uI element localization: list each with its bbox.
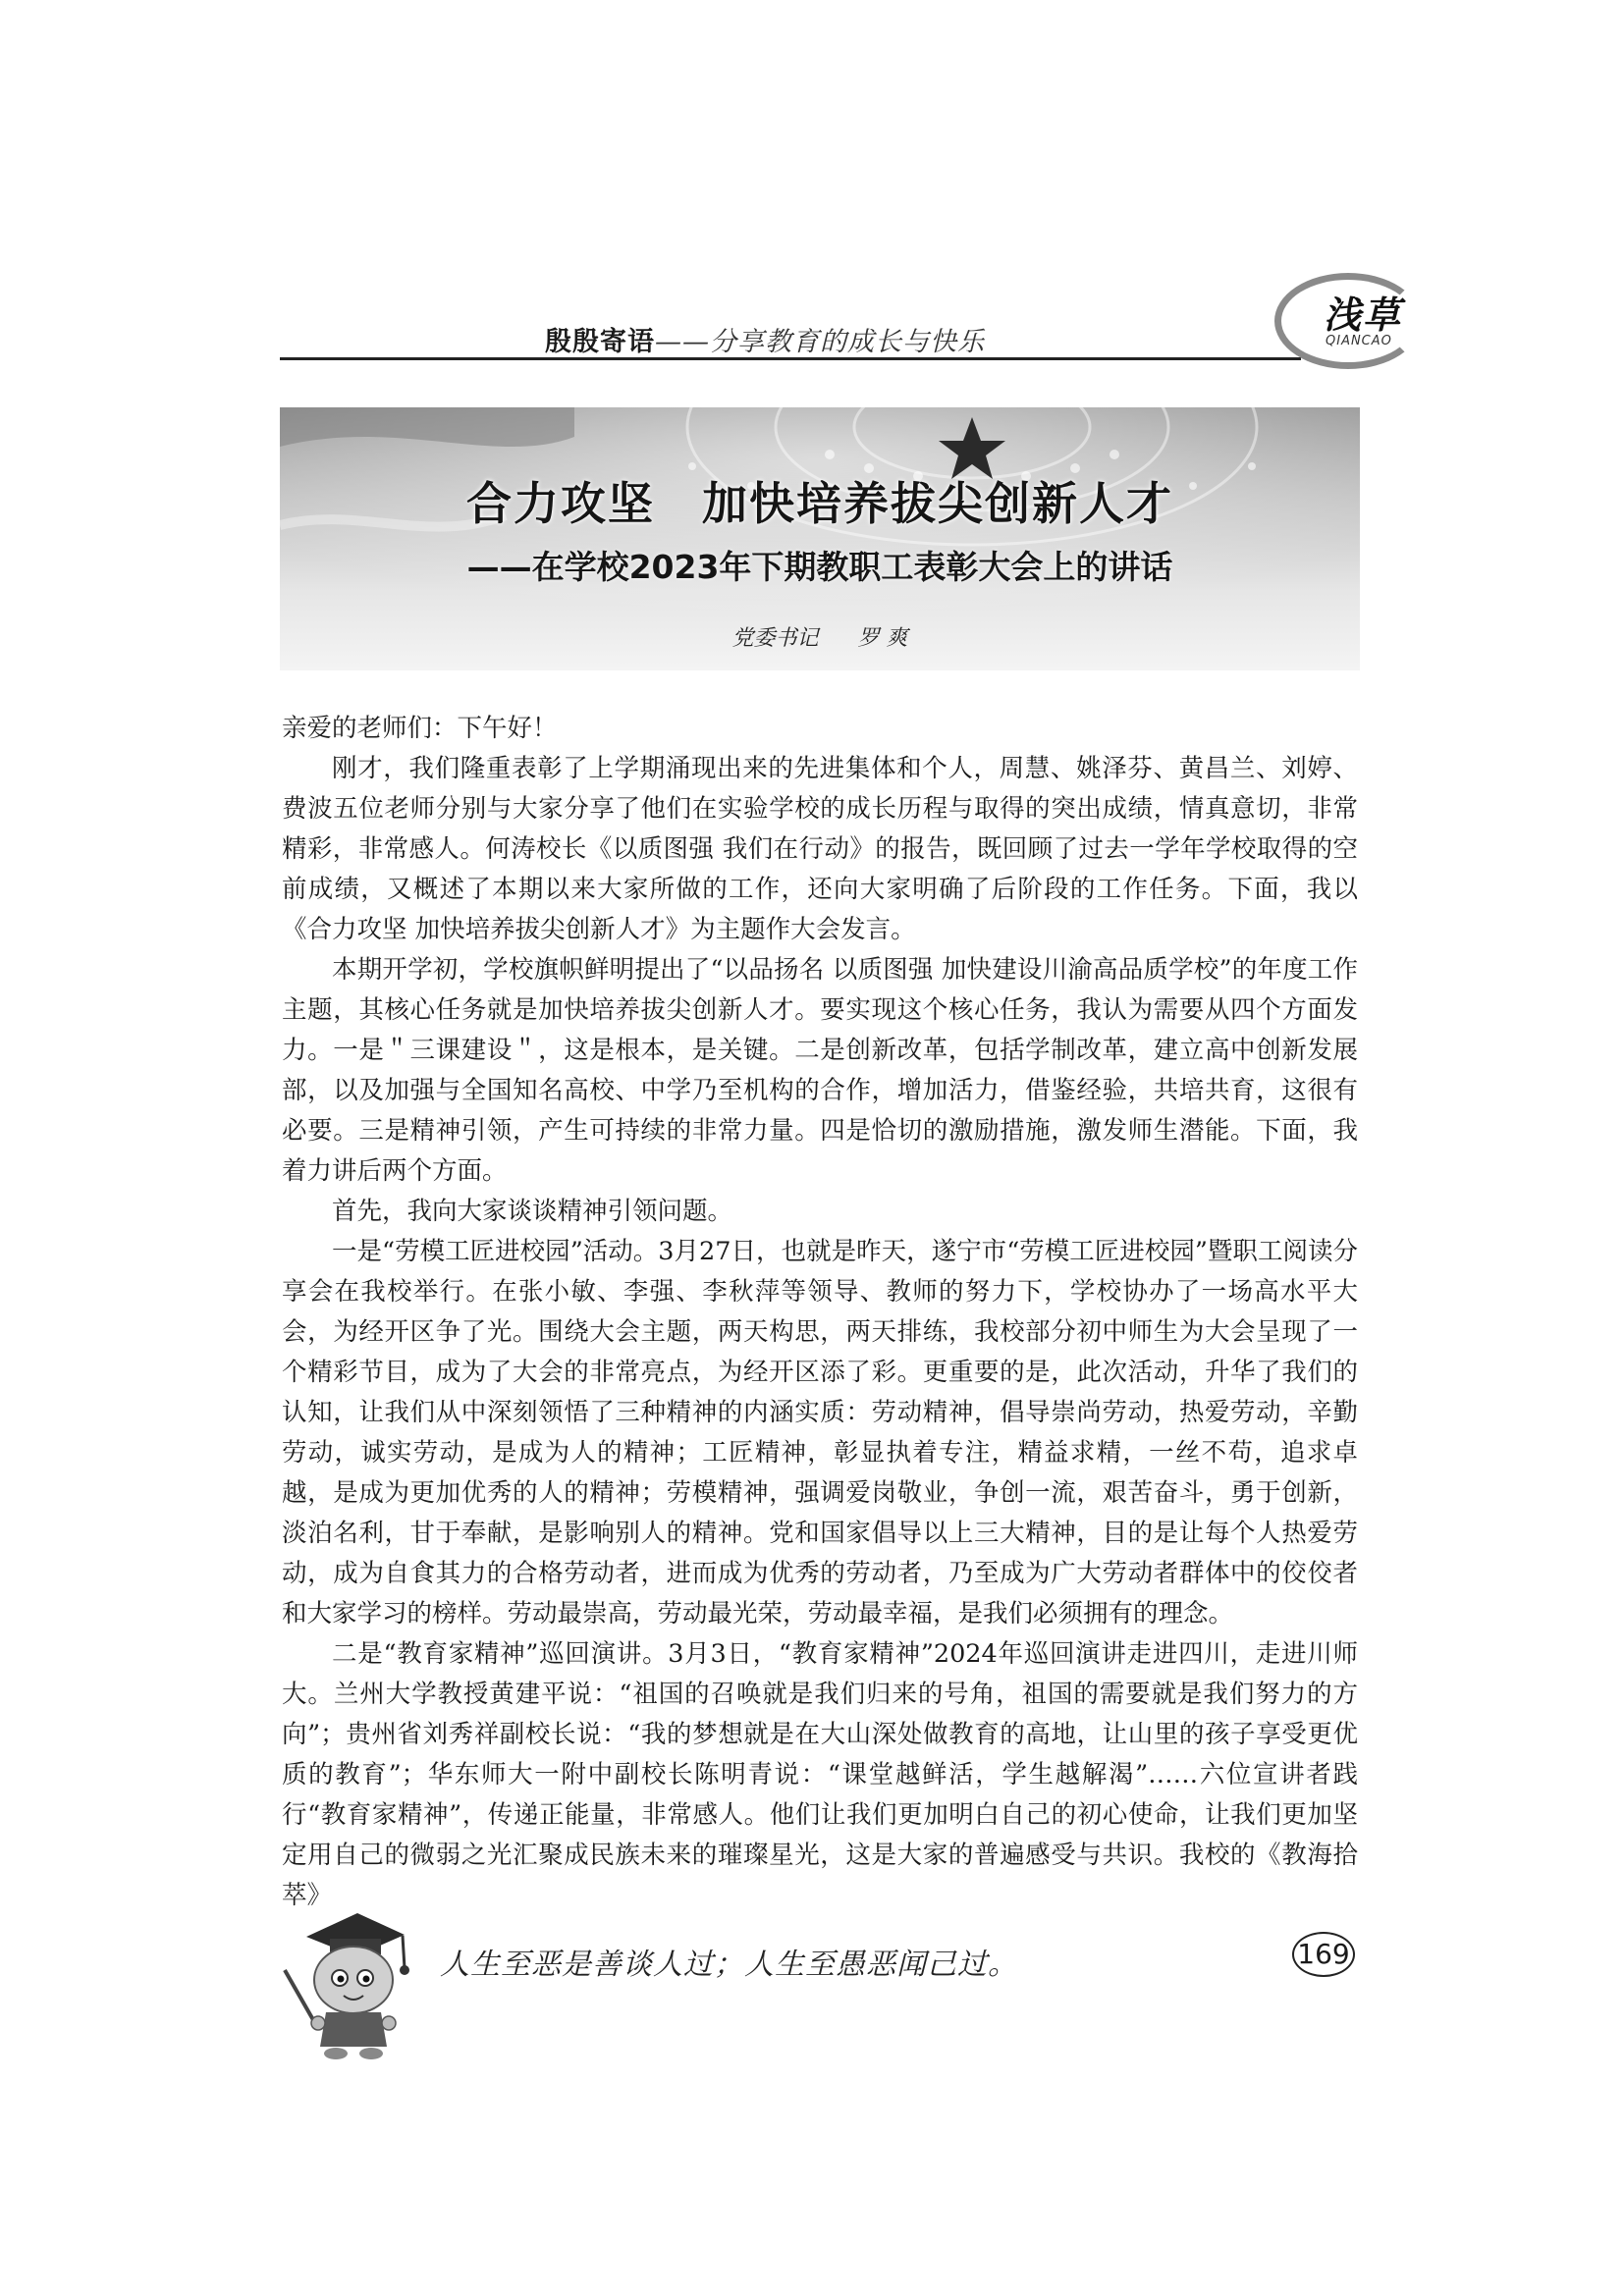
article-body	[282, 709, 1358, 1916]
paragraph: 刚才，我们隆重表彰了上学期涌现出来的先进集体和个人，周慧、姚泽芬、黄昌兰、刘婷、费波五位老师分别与大家分享了他们在实验学校的成长历程与取得的突出成绩，情真意切，非常精彩，非常感人。何涛校长《以质图强 我们在行动》的报告，既回顾了过去一学年学校取得的空前成绩，又概述了本期以来大家所做的工作，还向大家明确了后阶段的工作任务。下面，我以《合力攻坚 加快培养拔尖创新人才》为主题作大会发言。	[282, 754, 1358, 944]
article-title: 合力攻坚 加快培养拔尖创新人才	[466, 477, 1173, 530]
header-column-name: 殷殷寄语	[545, 327, 655, 357]
header-rule	[280, 357, 1301, 360]
footer-quote: 人生至恶是善谈人过；人生至愚恶闻己过。	[440, 1948, 1018, 1982]
paragraph: 一是“劳模工匠进校园”活动。3月27日，也就是昨天，遂宁市“劳模工匠进校园”暨职工阅读分享会在我校举行。在张小敏、李强、李秋萍等领导、教师的努力下，学校协办了一场高水平大会，为经开区争了光。围绕大会主题，两天构思，两天排练，我校部分初中师生为大会呈现了一个精彩节目，成为了大会的非常亮点，为经开区添了彩。更重要的是，此次活动，升华了我们的认知，让我们从中深刻领悟了三种精神的内涵实质：劳动精神，倡导崇尚劳动，热爱劳动，辛勤劳动，诚实劳动，是成为人的精神；工匠精神，彰显执着专注，精益求精，一丝不苟，追求卓越，是成为更加优秀的人的精神；劳模精神，强调爱岗敬业，争创一流，艰苦奋斗，勇于创新，淡泊名利，甘于奉献，是影响别人的精神。党和国家倡导以上三大精神，目的是让每个人热爱劳动，成为自食其力的合格劳动者，进而成为优秀的劳动者，乃至成为广大劳动者群体中的佼佼者和大家学习的榜样。劳动最崇高，劳动最光荣，劳动最幸福，是我们必须拥有的理念。	[282, 1237, 1358, 1629]
article-subtitle: ——在学校2023年下期教职工表彰大会上的讲话	[466, 548, 1173, 586]
greeting: 亲爱的老师们：下午好！	[282, 714, 558, 743]
paragraph: 二是“教育家精神”巡回演讲。3月3日，“教育家精神”2024年巡回演讲走进四川，走进川师大。兰州大学教授黄建平说：“祖国的召唤就是我们归来的号角，祖国的需要就是我们努力的方向”；贵州省刘秀祥副校长说：“我的梦想就是在大山深处做教育的高地，让山里的孩子享受更优质的教育”；华东师大一附中副校长陈明青说：“课堂越鲜活，学生越解渴”……六位宣讲者践行“教育家精神”，传递正能量，非常感人。他们让我们更加明白自己的初心使命，让我们更加坚定用自己的微弱之光汇聚成民族未来的璀璨星光，这是大家的普遍感受与共识。我校的《教海拾萃》	[282, 1639, 1358, 1910]
mascot-graduate-icon	[267, 1899, 424, 2061]
header-title	[545, 320, 985, 358]
page-number: 169	[1292, 1932, 1355, 1977]
page-header	[280, 312, 1301, 361]
logo-subtext: QIANCAO	[1326, 334, 1392, 348]
author-role: 党委书记	[731, 626, 819, 651]
author-name: 罗 爽	[857, 626, 908, 651]
magazine-logo	[1267, 267, 1438, 373]
logo-text: 浅草	[1324, 293, 1403, 337]
article-author	[280, 621, 1360, 652]
paragraph: 本期开学初，学校旗帜鲜明提出了“以品扬名 以质图强 加快建设川渝高品质学校”的年度工作主题，其核心任务就是加快培养拔尖创新人才。要实现这个核心任务，我认为需要从四个方面发力。一是＂三课建设＂，这是根本，是关键。二是创新改革，包括学制改革，建立高中创新发展部，以及加强与全国知名高校、中学乃至机构的合作，增加活力，借鉴经验，共培共育，这很有必要。三是精神引领，产生可持续的非常力量。四是恰切的激励措施，激发师生潜能。下面，我着力讲后两个方面。	[282, 955, 1358, 1186]
paragraph: 首先，我向大家谈谈精神引领问题。	[332, 1197, 733, 1226]
header-column-slogan: ——分享教育的成长与快乐	[655, 327, 985, 357]
title-banner	[280, 407, 1360, 670]
